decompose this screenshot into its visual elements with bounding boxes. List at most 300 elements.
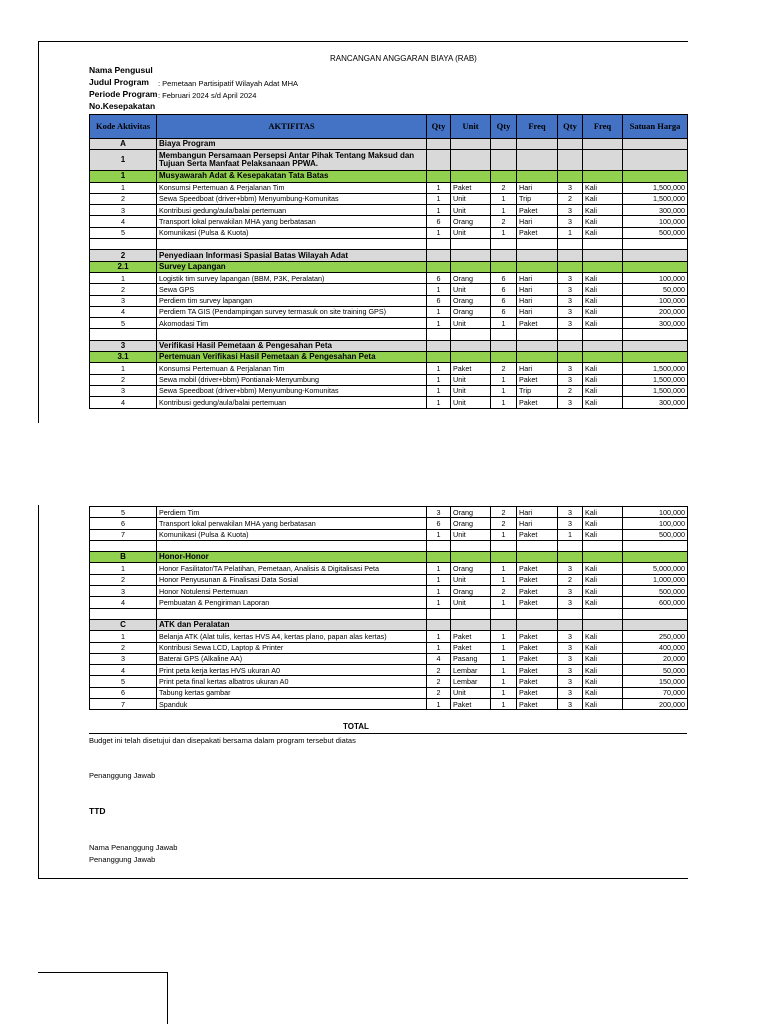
cell-u1: Unit — [451, 193, 491, 204]
cell-name: Tabung kertas gambar — [157, 687, 427, 698]
cell-name: Perdiem TA GIS (Pendampingan survey termasuk on site training GPS) — [157, 306, 427, 317]
cell-price: 50,000 — [623, 284, 688, 295]
cell-price — [623, 261, 688, 272]
cell-u3 — [583, 540, 623, 551]
cell-code: 7 — [90, 699, 157, 710]
cell-q3: 3 — [558, 597, 583, 608]
cell-u3: Kali — [583, 665, 623, 676]
cell-q3: 3 — [558, 586, 583, 597]
cell-code: 7 — [90, 529, 157, 540]
table-row — [90, 574, 688, 585]
cell-q1: 1 — [427, 642, 451, 653]
cell-u1 — [451, 171, 491, 182]
cell-code: 6 — [90, 518, 157, 529]
table-row — [90, 676, 688, 687]
cell-q1: 1 — [427, 374, 451, 385]
blank-row — [90, 239, 688, 250]
table-row — [90, 518, 688, 529]
cell-code: 1 — [90, 563, 157, 574]
cell-u3 — [583, 150, 623, 171]
cell-name: Penyediaan Informasi Spasial Batas Wilayah Adat — [157, 250, 427, 261]
cell-u1: Orang — [451, 272, 491, 283]
cell-price — [623, 608, 688, 619]
cell-name — [157, 329, 427, 340]
cell-u2: Paket — [517, 653, 558, 664]
cell-code: 6 — [90, 687, 157, 698]
blank-row — [90, 608, 688, 619]
section-row — [90, 340, 688, 351]
table-row — [90, 295, 688, 306]
value-periode-program: : Februari 2024 s/d April 2024 — [158, 91, 257, 100]
cell-q3 — [558, 352, 583, 363]
cell-name: Print peta final kertas albatros ukuran A0 — [157, 676, 427, 687]
cell-code: 4 — [90, 397, 157, 408]
cell-price: 150,000 — [623, 676, 688, 687]
cell-u3: Kali — [583, 318, 623, 329]
table-row — [90, 193, 688, 204]
cell-q1: 1 — [427, 397, 451, 408]
section-row — [90, 139, 688, 150]
col-header-qty-1: Qty — [427, 115, 451, 139]
col-header-freq-1: Freq — [517, 115, 558, 139]
cell-u1 — [451, 329, 491, 340]
cell-u1: Orang — [451, 295, 491, 306]
cell-q2: 2 — [491, 363, 517, 374]
cell-u2: Hari — [517, 295, 558, 306]
cell-q2: 1 — [491, 653, 517, 664]
cell-q3: 3 — [558, 295, 583, 306]
cell-q2 — [491, 150, 517, 171]
subsection-row — [90, 261, 688, 272]
blank-row — [90, 540, 688, 551]
cell-u3: Kali — [583, 631, 623, 642]
cell-u3: Kali — [583, 374, 623, 385]
cell-u2 — [517, 261, 558, 272]
cell-u2: Trip — [517, 385, 558, 396]
cell-u3 — [583, 340, 623, 351]
cell-price: 1,500,000 — [623, 193, 688, 204]
cell-u3: Kali — [583, 272, 623, 283]
cell-name: Sewa Speedboat (driver+bbm) Menyumbung-Komunitas — [157, 385, 427, 396]
table-row — [90, 529, 688, 540]
cell-u2 — [517, 340, 558, 351]
cell-q1: 1 — [427, 205, 451, 216]
total-label: TOTAL — [343, 722, 369, 731]
cell-code: 5 — [90, 676, 157, 687]
cell-u1: Unit — [451, 397, 491, 408]
cell-q2: 1 — [491, 563, 517, 574]
cell-q2: 1 — [491, 385, 517, 396]
cell-u3 — [583, 608, 623, 619]
cell-u2: Trip — [517, 193, 558, 204]
cell-q2: 6 — [491, 295, 517, 306]
cell-u1: Unit — [451, 284, 491, 295]
cell-q1: 4 — [427, 653, 451, 664]
cell-q2: 2 — [491, 216, 517, 227]
cell-u2: Paket — [517, 374, 558, 385]
cell-name: Honor-Honor — [157, 552, 427, 563]
cell-q2: 2 — [491, 507, 517, 518]
cell-u1: Paket — [451, 182, 491, 193]
cell-u2: Paket — [517, 687, 558, 698]
cell-price — [623, 250, 688, 261]
cell-q2: 1 — [491, 699, 517, 710]
cell-q2 — [491, 540, 517, 551]
table-row — [90, 563, 688, 574]
cell-code: C — [90, 619, 157, 630]
cell-code: 3.1 — [90, 352, 157, 363]
cell-code: 3 — [90, 295, 157, 306]
cell-price: 200,000 — [623, 306, 688, 317]
cell-u1: Lembar — [451, 665, 491, 676]
cell-q3: 2 — [558, 193, 583, 204]
cell-code: 3 — [90, 653, 157, 664]
table-row — [90, 374, 688, 385]
cell-u3 — [583, 552, 623, 563]
cell-u2: Paket — [517, 574, 558, 585]
cell-price: 1,500,000 — [623, 182, 688, 193]
cell-q1 — [427, 340, 451, 351]
cell-name: Perdiem tim survey lapangan — [157, 295, 427, 306]
cell-code: 3 — [90, 586, 157, 597]
table-row — [90, 597, 688, 608]
cell-name: Spanduk — [157, 699, 427, 710]
cell-u2 — [517, 329, 558, 340]
cell-name: ATK dan Peralatan — [157, 619, 427, 630]
cell-u1: Paket — [451, 642, 491, 653]
cell-code: 4 — [90, 665, 157, 676]
cell-q3 — [558, 139, 583, 150]
cell-code — [90, 540, 157, 551]
cell-name: Sewa mobil (driver+bbm) Pontianak-Menyumbung — [157, 374, 427, 385]
cell-q3: 3 — [558, 397, 583, 408]
table-row — [90, 631, 688, 642]
cell-code: 1 — [90, 171, 157, 182]
cell-q1: 2 — [427, 676, 451, 687]
cell-q1: 1 — [427, 574, 451, 585]
cell-u1 — [451, 239, 491, 250]
cell-u3: Kali — [583, 284, 623, 295]
cell-q1: 1 — [427, 306, 451, 317]
cell-q3 — [558, 250, 583, 261]
cell-q2: 1 — [491, 227, 517, 238]
cell-q3 — [558, 540, 583, 551]
cell-q3 — [558, 340, 583, 351]
cell-u3 — [583, 171, 623, 182]
cell-u3 — [583, 619, 623, 630]
cell-price — [623, 552, 688, 563]
cell-u3: Kali — [583, 563, 623, 574]
col-header-unit: Unit — [451, 115, 491, 139]
cell-price: 200,000 — [623, 699, 688, 710]
budget-table-part1 — [89, 114, 688, 409]
cell-u2: Paket — [517, 397, 558, 408]
cell-code: 5 — [90, 507, 157, 518]
cell-u2: Hari — [517, 518, 558, 529]
table-row — [90, 205, 688, 216]
cell-price — [623, 171, 688, 182]
cell-u3: Kali — [583, 687, 623, 698]
cell-code: 4 — [90, 216, 157, 227]
table-row — [90, 182, 688, 193]
cell-q1: 1 — [427, 586, 451, 597]
cell-u2: Hari — [517, 216, 558, 227]
cell-price: 600,000 — [623, 597, 688, 608]
cell-q3: 3 — [558, 676, 583, 687]
table-row — [90, 586, 688, 597]
cell-u3: Kali — [583, 397, 623, 408]
cell-q2: 1 — [491, 205, 517, 216]
col-header-qty-3: Qty — [558, 115, 583, 139]
cell-q3: 1 — [558, 529, 583, 540]
cell-q2: 6 — [491, 272, 517, 283]
cell-q3: 3 — [558, 699, 583, 710]
cell-u3: Kali — [583, 193, 623, 204]
cell-q2: 1 — [491, 397, 517, 408]
cell-u2 — [517, 150, 558, 171]
cell-q1: 1 — [427, 631, 451, 642]
cell-u1 — [451, 619, 491, 630]
cell-q1 — [427, 329, 451, 340]
cell-code: 5 — [90, 227, 157, 238]
cell-price: 300,000 — [623, 318, 688, 329]
cell-u1: Unit — [451, 687, 491, 698]
cell-q2 — [491, 250, 517, 261]
col-header-aktifitas: AKTIFITAS — [157, 115, 427, 139]
cell-code: 3 — [90, 205, 157, 216]
section-row — [90, 250, 688, 261]
ttd-label: TTD — [89, 806, 106, 816]
cell-code: 1 — [90, 272, 157, 283]
cell-name — [157, 608, 427, 619]
cell-u1: Unit — [451, 318, 491, 329]
cell-q3: 3 — [558, 653, 583, 664]
cell-q2 — [491, 139, 517, 150]
cell-q2: 1 — [491, 642, 517, 653]
cell-q3: 3 — [558, 182, 583, 193]
cell-u3: Kali — [583, 699, 623, 710]
cell-name: Kontribusi Sewa LCD, Laptop & Printer — [157, 642, 427, 653]
cell-q1 — [427, 540, 451, 551]
cell-price — [623, 340, 688, 351]
cell-u2 — [517, 250, 558, 261]
cell-price: 70,000 — [623, 687, 688, 698]
cell-q3: 3 — [558, 642, 583, 653]
section-row — [90, 619, 688, 630]
cell-name: Biaya Program — [157, 139, 427, 150]
cell-q2 — [491, 552, 517, 563]
cell-q3: 3 — [558, 687, 583, 698]
cell-q3: 3 — [558, 507, 583, 518]
table-row — [90, 227, 688, 238]
cell-u3: Kali — [583, 385, 623, 396]
table-row — [90, 665, 688, 676]
cell-u3: Kali — [583, 182, 623, 193]
cell-q3 — [558, 150, 583, 171]
cell-price: 300,000 — [623, 205, 688, 216]
cell-u3 — [583, 261, 623, 272]
page-title: RANCANGAN ANGGARAN BIAYA (RAB) — [330, 54, 477, 63]
cell-q1: 1 — [427, 284, 451, 295]
cell-price — [623, 619, 688, 630]
cell-q2: 1 — [491, 374, 517, 385]
cell-q1 — [427, 171, 451, 182]
cell-name: Honor Notulensi Pertemuan — [157, 586, 427, 597]
cell-u2: Paket — [517, 586, 558, 597]
cell-q2: 2 — [491, 182, 517, 193]
cell-q1: 1 — [427, 529, 451, 540]
cell-q1 — [427, 352, 451, 363]
cell-u3 — [583, 139, 623, 150]
cell-q1: 1 — [427, 597, 451, 608]
table-row — [90, 397, 688, 408]
cell-name: Konsumsi Pertemuan & Perjalanan Tim — [157, 182, 427, 193]
cell-code: 2 — [90, 193, 157, 204]
cell-u1: Unit — [451, 574, 491, 585]
cell-code — [90, 239, 157, 250]
cell-q1 — [427, 239, 451, 250]
cell-u1: Unit — [451, 205, 491, 216]
cell-u3 — [583, 239, 623, 250]
cell-name: Akomodasi Tim — [157, 318, 427, 329]
cell-q2: 1 — [491, 665, 517, 676]
cell-code: 4 — [90, 306, 157, 317]
cell-q3: 3 — [558, 374, 583, 385]
cell-q2: 6 — [491, 284, 517, 295]
cell-q3 — [558, 171, 583, 182]
frame-bottom — [38, 878, 688, 879]
cell-q1 — [427, 150, 451, 171]
cell-price: 100,000 — [623, 216, 688, 227]
cell-price: 1,500,000 — [623, 363, 688, 374]
cell-u2: Paket — [517, 631, 558, 642]
cell-u2: Hari — [517, 182, 558, 193]
cell-u2: Paket — [517, 318, 558, 329]
cell-u2 — [517, 540, 558, 551]
table-row — [90, 507, 688, 518]
cell-u2: Paket — [517, 699, 558, 710]
cell-u2: Hari — [517, 272, 558, 283]
cell-q1: 6 — [427, 272, 451, 283]
cell-q1: 2 — [427, 665, 451, 676]
cell-u1: Orang — [451, 563, 491, 574]
nama-penanggung-jawab: Nama Penanggung Jawab — [89, 843, 178, 852]
cell-u3: Kali — [583, 597, 623, 608]
cell-code: B — [90, 552, 157, 563]
cell-price — [623, 329, 688, 340]
cell-q3: 3 — [558, 563, 583, 574]
cell-u1: Paket — [451, 631, 491, 642]
cell-u2: Paket — [517, 676, 558, 687]
cell-price: 100,000 — [623, 295, 688, 306]
cell-u2 — [517, 171, 558, 182]
cell-q2 — [491, 340, 517, 351]
cell-q3 — [558, 261, 583, 272]
cell-u1 — [451, 340, 491, 351]
cell-q2: 1 — [491, 687, 517, 698]
cell-q2: 1 — [491, 529, 517, 540]
table-row — [90, 642, 688, 653]
cell-q1: 6 — [427, 216, 451, 227]
cell-u1: Unit — [451, 374, 491, 385]
table-row — [90, 284, 688, 295]
cell-q3: 3 — [558, 318, 583, 329]
cell-q3: 3 — [558, 216, 583, 227]
cell-price — [623, 239, 688, 250]
cell-name: Kontribusi gedung/aula/balai pertemuan — [157, 397, 427, 408]
cell-q1 — [427, 619, 451, 630]
cell-u3: Kali — [583, 216, 623, 227]
cell-q1: 2 — [427, 687, 451, 698]
cell-price: 5,000,000 — [623, 563, 688, 574]
cell-q1 — [427, 139, 451, 150]
cell-u1 — [451, 540, 491, 551]
section-row — [90, 150, 688, 171]
cell-u1: Orang — [451, 518, 491, 529]
cell-q1: 6 — [427, 295, 451, 306]
col-header-qty-2: Qty — [491, 115, 517, 139]
cell-u3: Kali — [583, 507, 623, 518]
cell-u3: Kali — [583, 227, 623, 238]
cell-code: 4 — [90, 597, 157, 608]
cell-price: 400,000 — [623, 642, 688, 653]
cell-price: 100,000 — [623, 518, 688, 529]
cell-q1: 1 — [427, 227, 451, 238]
cell-q2 — [491, 329, 517, 340]
cell-q3: 1 — [558, 227, 583, 238]
cell-code: 1 — [90, 363, 157, 374]
col-header-freq-2: Freq — [583, 115, 623, 139]
cell-q3: 2 — [558, 385, 583, 396]
cell-code: 1 — [90, 631, 157, 642]
cell-name: Kontribusi gedung/aula/balai pertemuan — [157, 205, 427, 216]
cell-u2 — [517, 552, 558, 563]
col-header-satuan-harga: Satuan Harga — [623, 115, 688, 139]
cell-code: 1 — [90, 182, 157, 193]
cell-u2 — [517, 352, 558, 363]
approval-note: Budget ini telah disetujui dan disepakati bersama dalam program tersebut diatas — [89, 736, 356, 745]
cell-name: Logistik tim survey lapangan (BBM, P3K, Peralatan) — [157, 272, 427, 283]
subsection-row — [90, 552, 688, 563]
cell-q1 — [427, 552, 451, 563]
cell-code: 2.1 — [90, 261, 157, 272]
cell-u1: Unit — [451, 385, 491, 396]
cell-q3 — [558, 619, 583, 630]
table-row — [90, 272, 688, 283]
cell-q2: 1 — [491, 631, 517, 642]
total-underline — [89, 733, 687, 734]
cell-name: Komunikasi (Pulsa & Kuota) — [157, 529, 427, 540]
cell-q2: 2 — [491, 586, 517, 597]
cell-price: 1,000,000 — [623, 574, 688, 585]
cell-u3 — [583, 352, 623, 363]
cell-code: 5 — [90, 318, 157, 329]
cell-q3: 3 — [558, 518, 583, 529]
cell-u3: Kali — [583, 653, 623, 664]
label-nama-pengusul: Nama Pengusul — [89, 65, 153, 75]
frame-bottom-box-right — [167, 972, 168, 1024]
cell-q1 — [427, 608, 451, 619]
frame-bottom-box-top — [38, 972, 168, 973]
cell-code: 2 — [90, 574, 157, 585]
cell-name: Verifikasi Hasil Pemetaan & Pengesahan Peta — [157, 340, 427, 351]
cell-u2 — [517, 239, 558, 250]
cell-q1: 1 — [427, 363, 451, 374]
cell-name: Survey Lapangan — [157, 261, 427, 272]
cell-price: 50,000 — [623, 665, 688, 676]
cell-u2 — [517, 608, 558, 619]
cell-price: 1,500,000 — [623, 385, 688, 396]
